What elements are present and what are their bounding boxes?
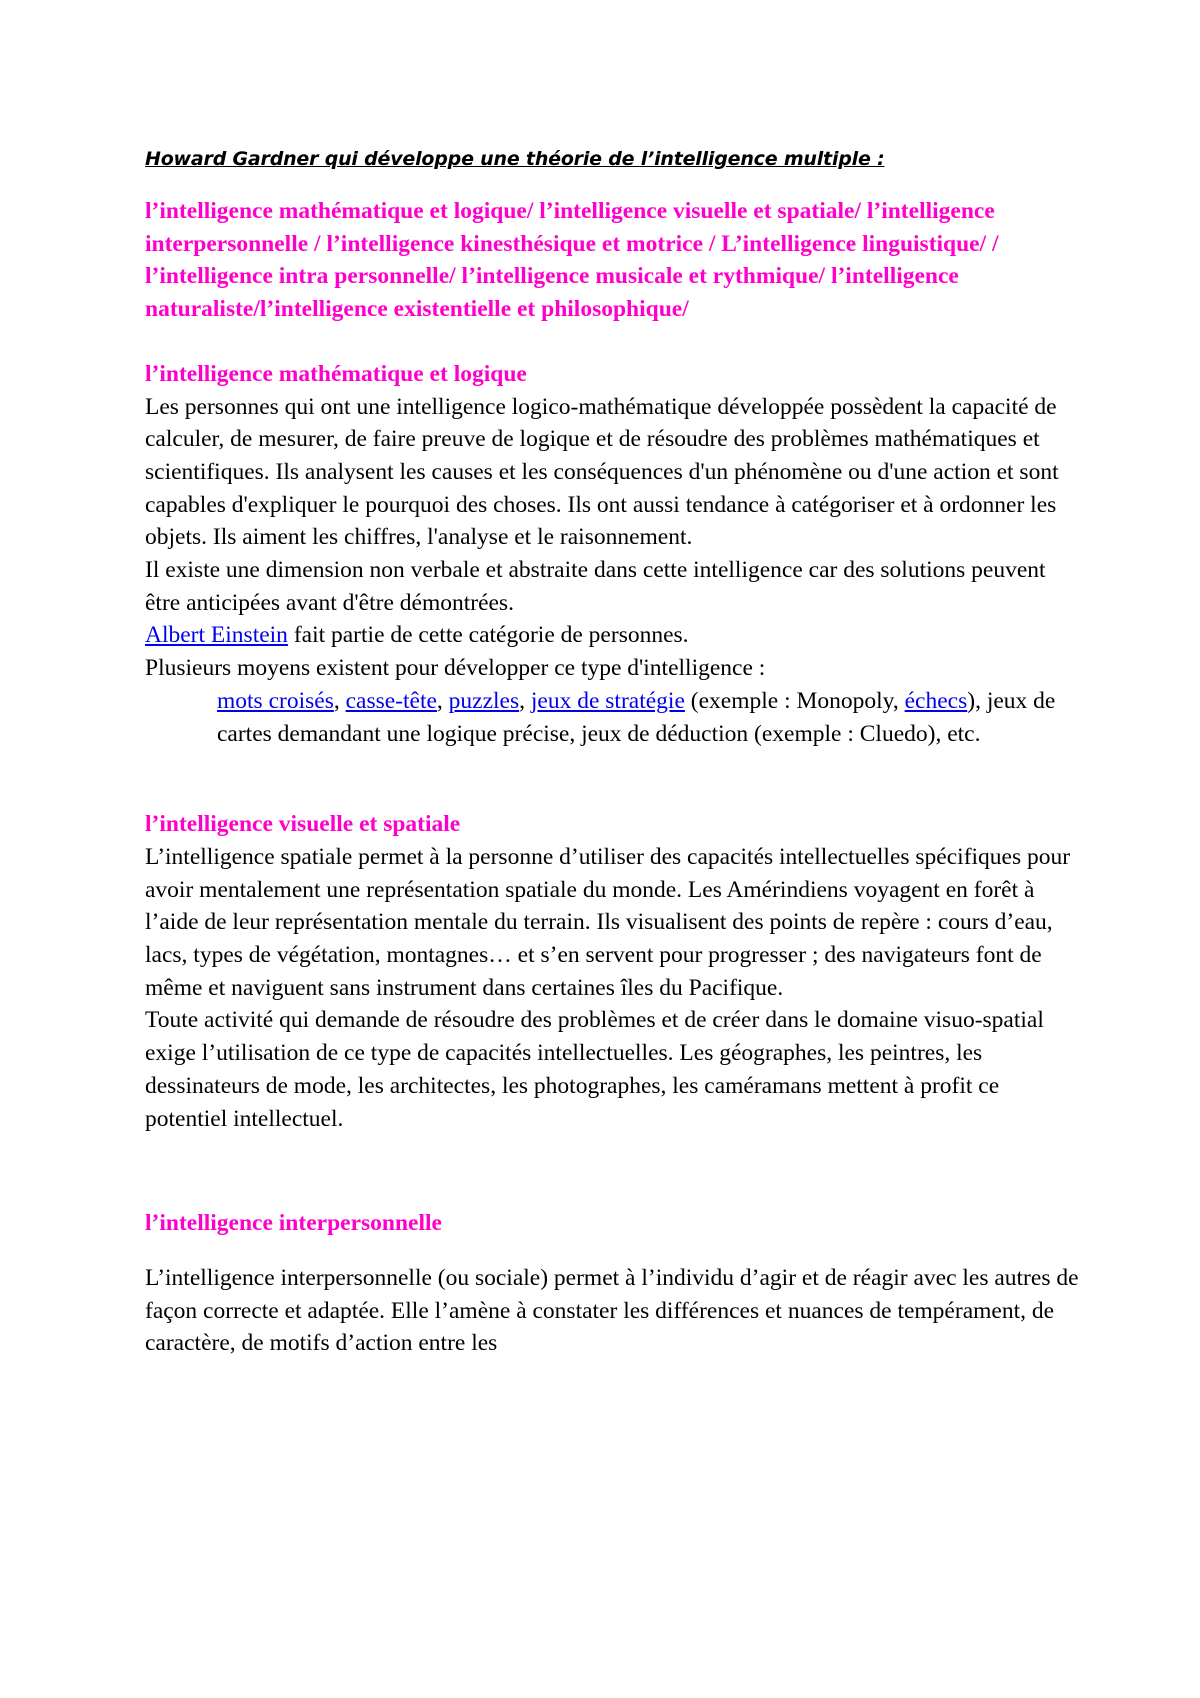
visual-paragraph-2: Toute activité qui demande de résoudre des problèmes et de créer dans le domaine visuo-spatial exige l’utilisation de ce type de capacités intellectuelles. Les géographes, les peintres, les dessinateurs de mode, les architectes, les photographes, les caméramans mettent à profit ce potentiel intellectuel. — [145, 1007, 1044, 1132]
albert-einstein-link[interactable]: Albert Einstein — [145, 622, 288, 649]
math-paragraph-4: Plusieurs moyens existent pour développer ce type d'intelligence : — [145, 655, 766, 682]
echecs-rest-text: ), jeux de cartes demandant une logique précise, jeux de déduction (exemple : Cluedo), etc. — [217, 687, 1056, 747]
mots-croises-link[interactable]: mots croisés — [217, 687, 334, 714]
intelligence-list: l’intelligence mathématique et logique/ l’intelligence visuelle et spatiale/ l’intelligence interpersonnelle / l’intelligence kinesthésique et motrice / L’intelligence linguistique/ / l’intelligence intra personnelle/ l’intelligence musicale et rythmique/ l’intelligence naturaliste/l’intelligence existentielle et philosophique/ — [145, 198, 999, 323]
math-heading: l’intelligence mathématique et logique — [145, 360, 527, 387]
interpersonal-paragraph-1: L’intelligence interpersonnelle (ou sociale) permet à l’individu d’agir et de réagir avec les autres de façon correcte et adaptée. Elle l’amène à constater les différences et nuances de tempérament, de caractère, de motifs d’action entre les — [145, 1264, 1079, 1357]
spacer — [145, 750, 1085, 808]
document-title: Howard Gardner qui développe une théorie de l’intelligence multiple : — [145, 148, 885, 170]
spacer — [145, 1135, 1085, 1207]
puzzles-link[interactable]: puzzles — [448, 687, 520, 714]
separator-text: , — [436, 687, 449, 714]
echecs-link[interactable]: échecs — [904, 687, 968, 714]
math-paragraph-2: Il existe une dimension non verbale et abstraite dans cette intelligence car des solutions peuvent être anticipées avant d'être démontrées. — [145, 557, 1046, 616]
visual-paragraph-1: L’intelligence spatiale permet à la personne d’utiliser des capacités intellectuelles spécifiques pour avoir mentalement une représentation spatiale du monde. Les Amérindiens voyagent en forêt à l’aide de leur représentation mentale du terrain. Ils visualisent des points de repère : cours d’eau, lacs, types de végétation, montagnes… et s’en servent pour progresser ; des navigateurs font de même et naviguent sans instrument dans certaines îles du Pacifique. — [145, 843, 1071, 1001]
einstein-rest-text: fait partie de cette catégorie de personnes. — [287, 622, 689, 649]
math-paragraph-1: Les personnes qui ont une intelligence logico-mathématique développée possèdent la capacité de calculer, de mesurer, de faire preuve de logique et de résoudre des problèmes mathématiques et scientifiques. Ils analysent les causes et les conséquences d'un phénomène ou d'une action et sont capables d'expliquer le pourquoi des choses. Ils ont aussi tendance à catégoriser et à ordonner les objets. Ils aiment les chiffres, l'analyse et le raisonnement. — [145, 393, 1059, 551]
visual-heading: l’intelligence visuelle et spatiale — [145, 811, 461, 838]
interpersonal-heading: l’intelligence interpersonnelle — [145, 1210, 442, 1237]
spacer — [145, 1240, 1085, 1262]
math-paragraph-einstein — [145, 619, 1085, 652]
strategie-example-text: (exemple : Monopoly, — [684, 687, 905, 714]
separator-text: , — [519, 687, 531, 714]
casse-tete-link[interactable]: casse-tête — [345, 687, 437, 714]
document-content — [145, 145, 1085, 1360]
math-examples — [145, 685, 1085, 750]
separator-text: , — [333, 687, 346, 714]
jeux-de-strategie-link[interactable]: jeux de stratégie — [530, 687, 685, 714]
